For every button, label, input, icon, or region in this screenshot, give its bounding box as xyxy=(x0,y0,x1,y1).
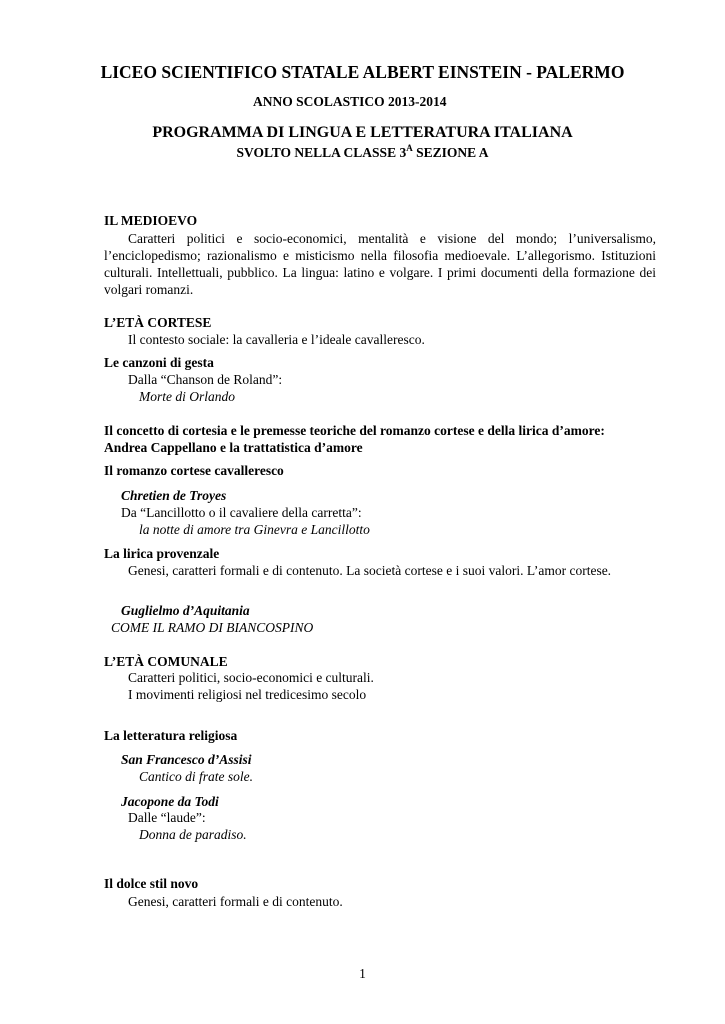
page-number: 1 xyxy=(359,966,366,981)
section-comunale-title: L’ETÀ COMUNALE xyxy=(104,654,228,669)
school-year: ANNO SCOLASTICO 2013-2014 xyxy=(253,94,447,109)
class-line xyxy=(0,145,725,161)
romanzo-work: la notte di amore tra Ginevra e Lancillotto xyxy=(139,522,370,537)
cortesia-line-1: Il concetto di cortesia e le premesse teoriche del romanzo cortese e della lirica d’amore: xyxy=(104,423,605,438)
section-gesta-title: Le canzoni di gesta xyxy=(104,355,214,370)
school-title: LICEO SCIENTIFICO STATALE ALBERT EINSTEIN - PALERMO xyxy=(100,62,625,82)
provenzale-work: COME IL RAMO DI BIANCOSPINO xyxy=(111,620,314,635)
section-romanzo-title: Il romanzo cortese cavalleresco xyxy=(104,463,284,478)
section-religiosa-title: La letteratura religiosa xyxy=(104,728,238,743)
class-superscript: A xyxy=(406,143,413,153)
comunale-line-2: I movimenti religiosi nel tredicesimo secolo xyxy=(128,687,367,702)
romanzo-source: Da “Lancillotto o il cavaliere della carretta”: xyxy=(121,505,362,520)
section-medioevo-text xyxy=(104,230,656,298)
section-provenzale-title: La lirica provenzale xyxy=(104,546,220,561)
class-suffix: SEZIONE A xyxy=(412,145,489,160)
religiosa-work-2: Donna de paradiso. xyxy=(139,827,247,842)
class-prefix: SVOLTO NELLA CLASSE 3 xyxy=(236,145,407,160)
section-medioevo-title: IL MEDIOEVO xyxy=(104,213,198,228)
provenzale-author: Guglielmo d’Aquitania xyxy=(121,603,250,618)
gesta-work: Morte di Orlando xyxy=(139,389,235,404)
religiosa-author-1: San Francesco d’Assisi xyxy=(121,752,252,767)
gesta-source: Dalla “Chanson de Roland”: xyxy=(128,372,283,387)
romanzo-author: Chretien de Troyes xyxy=(121,488,227,503)
religiosa-work-1: Cantico di frate sole. xyxy=(139,769,253,784)
section-cortese-text: Il contesto sociale: la cavalleria e l’ideale cavalleresco. xyxy=(128,332,425,347)
religiosa-source-2: Dalle “laude”: xyxy=(128,810,206,825)
provenzale-text: Genesi, caratteri formali e di contenuto. La società cortese e i suoi valori. L’amor cortese. xyxy=(128,563,612,578)
section-cortese-title: L’ETÀ CORTESE xyxy=(104,315,212,330)
comunale-line-1: Caratteri politici, socio-economici e culturali. xyxy=(128,670,374,685)
stilnovo-text: Genesi, caratteri formali e di contenuto. xyxy=(128,894,343,909)
religiosa-author-2: Jacopone da Todi xyxy=(121,794,219,809)
program-title: PROGRAMMA DI LINGUA E LETTERATURA ITALIANA xyxy=(152,124,573,141)
medioevo-paragraph: Caratteri politici e socio-economici, mentalità e visione del mondo; l’universalismo, l’enciclopedismo; razionalismo e misticismo nella filosofia medioevale. L’allegorismo. Istituzioni culturali. Intellettuali, pubblico. La lingua: latino e volgare. I primi documenti della formazione dei volgari romanzi. xyxy=(104,231,656,297)
cortesia-line-2: Andrea Cappellano e la trattatistica d’amore xyxy=(104,440,363,455)
section-stilnovo-title: Il dolce stil novo xyxy=(104,876,199,891)
